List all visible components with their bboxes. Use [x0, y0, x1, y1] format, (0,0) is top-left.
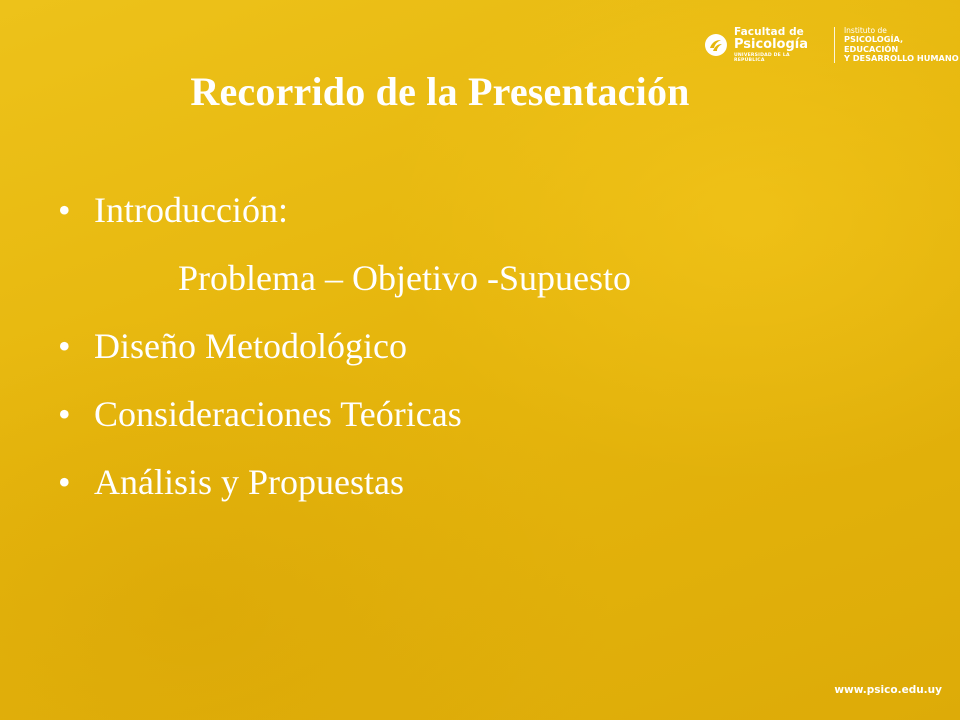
bullet-item	[58, 380, 631, 448]
psychology-logo-icon	[704, 33, 728, 57]
bullet-marker: •	[58, 190, 71, 230]
bullet-item	[58, 448, 631, 516]
bullet-marker: •	[58, 462, 71, 502]
footer-website-url: www.psico.edu.uy	[834, 684, 942, 696]
bullet-list	[58, 176, 631, 516]
bullet-text: Introducción:	[94, 190, 288, 230]
faculty-name	[734, 27, 822, 64]
bullet-item	[58, 176, 631, 244]
bullet-marker: •	[58, 326, 71, 366]
bullet-subitem-text: Problema – Objetivo -Supuesto	[178, 258, 631, 298]
faculty-name-line2: Psicología	[733, 37, 809, 53]
institute-name	[844, 27, 960, 64]
bullet-marker: •	[58, 394, 71, 434]
institute-name-line2: PSICOLOGÍA, EDUCACIÓN	[843, 34, 904, 54]
faculty-name-line1: Facultad de	[733, 25, 804, 38]
faculty-logo	[704, 24, 960, 66]
institute-name-line3: Y DESARROLLO HUMANO	[843, 53, 959, 64]
bullet-subitem	[58, 244, 631, 312]
bullet-item	[58, 312, 631, 380]
university-name: UNIVERSIDAD DE LA REPÚBLICA	[733, 53, 790, 63]
institute-name-line1: Instituto de	[843, 25, 887, 35]
bullet-text: Diseño Metodológico	[94, 326, 407, 366]
bullet-text: Análisis y Propuestas	[94, 462, 404, 502]
bullet-text: Consideraciones Teóricas	[94, 394, 462, 434]
logo-divider	[834, 27, 835, 63]
slide-title: Recorrido de la Presentación	[190, 69, 690, 114]
